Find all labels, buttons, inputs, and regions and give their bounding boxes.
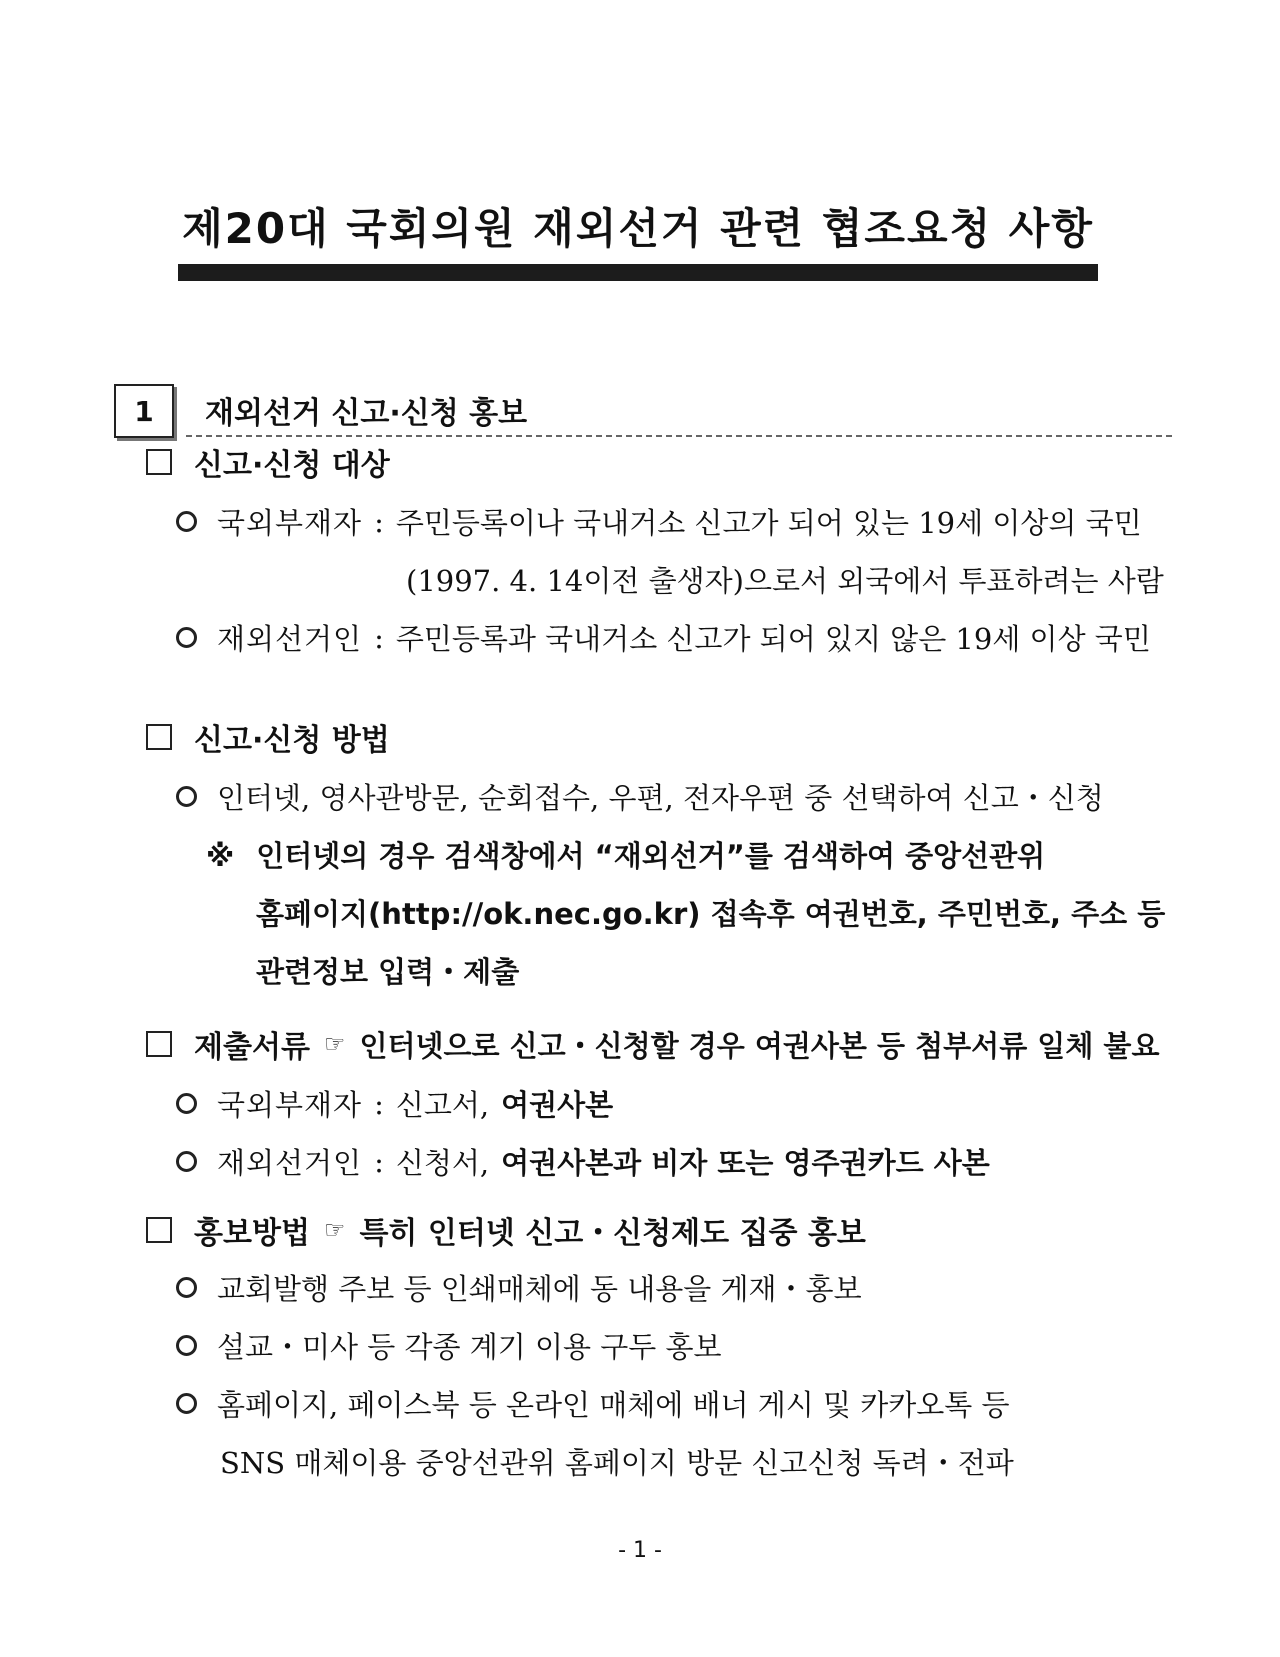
heading-promotion-note: 특히 인터넷 신고・신청제도 집중 홍보 [359,1216,866,1251]
note-text: 인터넷의 경우 검색창에서 “재외선거”를 검색하여 중앙선관위 [256,839,1046,873]
circle-bullet-icon [176,1277,197,1298]
item-continuation: SNS 매체이용 중앙선관위 홈페이지 방문 신고신청 독려・전파 [220,1446,1014,1480]
heading-method [146,715,390,759]
item-text: 홈페이지, 페이스북 등 온라인 매체에 배너 게시 및 카카오톡 등 [217,1388,1010,1422]
section-title: 재외선거 신고·신청 홍보 [205,396,528,431]
item-separator: : [374,1144,384,1179]
heading-documents-text: 제출서류 [194,1030,310,1065]
checkbox-square-icon [146,1031,172,1057]
section-divider [186,435,1172,437]
page-title: 제20대 국회의원 재외선거 관련 협조요청 사항 [182,204,1094,253]
circle-bullet-icon [176,511,197,532]
list-item [176,1083,613,1124]
list-item [176,1383,1010,1424]
list-item [176,1141,990,1182]
item-continuation: (1997. 4. 14이전 출생자)으로서 외국에서 투표하려는 사람 [406,564,1164,598]
circle-bullet-icon [176,627,197,648]
item-label: 재외선거인 [217,1146,363,1180]
heading-documents [146,1022,1159,1066]
heading-target [146,440,390,484]
item-separator: : [374,504,384,539]
item-text: 신청서, [395,1146,490,1180]
note-line: 관련정보 입력・제출 [256,955,520,989]
item-strong-text: 여권사본과 비자 또는 영주권카드 사본 [501,1146,990,1180]
checkbox-square-icon [146,449,172,475]
note-line [206,834,1045,875]
note-mark-icon: ※ [206,839,235,873]
item-text: 신고서, [395,1088,490,1122]
item-label: 국외부재자 [217,1088,363,1122]
item-text: 주민등록과 국내거소 신고가 되어 있지 않은 19세 이상 국민 [395,622,1151,656]
section-number-box: 1 [114,384,174,438]
item-separator: : [374,1086,384,1121]
checkbox-square-icon [146,724,172,750]
circle-bullet-icon [176,1151,197,1172]
page-number: - 1 - [618,1538,662,1563]
list-item [176,1267,862,1308]
heading-documents-note: 인터넷으로 신고・신청할 경우 여권사본 등 첨부서류 일체 불요 [359,1028,1160,1063]
heading-promotion [146,1208,866,1252]
item-strong-text: 여권사본 [501,1088,614,1122]
pointing-hand-icon: ☞ [323,1216,346,1244]
item-text: 설교・미사 등 각종 계기 이용 구두 홍보 [217,1330,722,1364]
checkbox-square-icon [146,1217,172,1243]
item-label: 재외선거인 [217,622,363,656]
list-item [176,617,1151,658]
item-label: 국외부재자 [217,506,363,540]
circle-bullet-icon [176,1093,197,1114]
list-item [176,1325,722,1366]
heading-method-text: 신고·신청 방법 [194,723,390,758]
circle-bullet-icon [176,786,197,807]
heading-promotion-text: 홍보방법 [194,1216,310,1251]
item-separator: : [374,620,384,655]
item-text: 교회발행 주보 등 인쇄매체에 동 내용을 게재・홍보 [217,1272,862,1306]
item-text: 인터넷, 영사관방문, 순회접수, 우편, 전자우편 중 선택하여 신고・신청 [217,781,1104,815]
list-item [176,501,1142,542]
pointing-hand-icon: ☞ [323,1030,346,1058]
heading-target-text: 신고·신청 대상 [194,448,390,483]
note-line: 홈페이지(http://ok.nec.go.kr) 접속후 여권번호, 주민번호, 주소 등 [256,897,1166,931]
circle-bullet-icon [176,1335,197,1356]
list-item [176,776,1104,817]
item-text: 주민등록이나 국내거소 신고가 되어 있는 19세 이상의 국민 [395,506,1142,540]
title-underline-bar [178,264,1098,281]
circle-bullet-icon [176,1393,197,1414]
